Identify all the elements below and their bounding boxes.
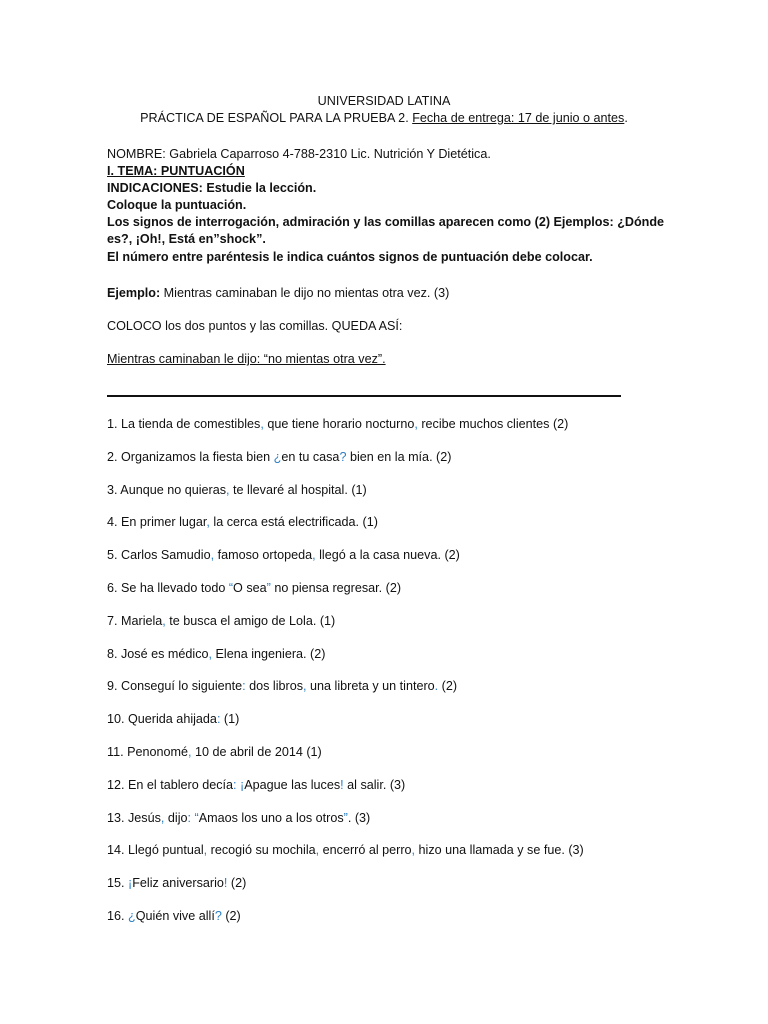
punctuation-mark: ! [340, 778, 344, 792]
instructions-line-5: El número entre paréntesis le indica cuántos signos de puntuación debe colocar. [107, 250, 593, 264]
punctuation-mark: ! [223, 876, 228, 890]
example-label: Ejemplo: [107, 286, 161, 300]
exercise-item [107, 646, 325, 662]
punctuation-mark: , [208, 647, 213, 661]
exercise-text: 5. Carlos Samudio [107, 548, 211, 562]
exercise-text: 9. Conseguí lo siguiente [107, 679, 243, 693]
exercise-text: Apague las luces [244, 778, 341, 792]
exercise-text: O sea [233, 581, 267, 595]
exercise-text: Amaos los uno a los otros [198, 811, 344, 825]
exercise-text: dos libros [245, 679, 304, 693]
punctuation-mark: ” [266, 581, 271, 595]
punctuation-mark: , [414, 417, 418, 431]
exercise-item [107, 482, 367, 498]
exercise-item [107, 547, 460, 563]
exercise-text: no piensa regresar. (2) [270, 581, 402, 595]
exercise-item [107, 514, 378, 530]
exercise-text: dijo [164, 811, 188, 825]
practice-title: PRÁCTICA DE ESPAÑOL PARA LA PRUEBA 2. [140, 111, 409, 125]
example-sentence: Mientras caminaban le dijo no mientas otra vez. (3) [160, 286, 450, 300]
punctuation-mark: , [315, 843, 320, 857]
exercise-text: Feliz aniversario [132, 876, 224, 890]
exercise-text: en tu casa [281, 450, 340, 464]
punctuation-mark: ? [339, 450, 347, 464]
exercise-text: la cerca está electrificada. (1) [209, 515, 378, 529]
punctuation-mark: : [233, 778, 237, 792]
exercise-text: 1. La tienda de comestibles [107, 417, 261, 431]
divider-rule [107, 395, 621, 397]
exercise-item [107, 580, 401, 596]
exercise-text: 10 de abril de 2014 (1) [191, 745, 322, 759]
punctuation-mark: , [312, 548, 316, 562]
exercise-text: (2) [227, 876, 247, 890]
exercise-text: 4. En primer lugar [107, 515, 207, 529]
exercise-text: 10. Querida ahijada [107, 712, 217, 726]
punctuation-mark: , [210, 548, 215, 562]
example-corrected: Mientras caminaban le dijo: “no mientas otra vez”. [107, 352, 386, 366]
exercise-text: al salir. (3) [343, 778, 406, 792]
exercise-text: Quién vive allí [135, 909, 215, 923]
due-date-period: . [624, 111, 628, 125]
exercise-text: encerró al perro [319, 843, 412, 857]
exercise-text: 8. José es médico [107, 647, 209, 661]
exercise-text: 15. [107, 876, 129, 890]
punctuation-mark: : [187, 811, 192, 825]
punctuation-mark: , [411, 843, 416, 857]
exercise-text: una libreta y un tintero [306, 679, 435, 693]
exercise-text: 11. Penonomé [107, 745, 188, 759]
exercise-item [107, 842, 584, 858]
exercise-text: recogió su mochila [207, 843, 316, 857]
due-date: Fecha de entrega: 17 de junio o antes [412, 111, 625, 125]
punctuation-mark: , [162, 614, 166, 628]
punctuation-mark: ? [214, 909, 222, 923]
exercise-text: bien en la mía. (2) [346, 450, 452, 464]
exercise-item [107, 416, 568, 432]
punctuation-mark: , [303, 679, 307, 693]
exercise-item [107, 810, 370, 826]
exercise-text: recibe muchos clientes (2) [417, 417, 569, 431]
punctuation-mark: , [226, 483, 230, 497]
exercise-item [107, 777, 405, 793]
topic-title: I. TEMA: PUNTUACIÓN [107, 164, 245, 178]
punctuation-mark: , [188, 745, 192, 759]
exercise-text: llegó a la casa nueva. (2) [315, 548, 460, 562]
punctuation-mark: ¡ [240, 778, 245, 792]
punctuation-mark: , [260, 417, 264, 431]
exercise-text: te llevaré al hospital. (1) [229, 483, 367, 497]
example-explanation: COLOCO los dos puntos y las comillas. QUEDA ASÍ: [107, 319, 403, 333]
exercise-item [107, 875, 246, 891]
exercise-text: (2) [438, 679, 458, 693]
punctuation-mark: “ [228, 581, 234, 595]
exercise-item [107, 711, 239, 727]
instructions-line-4: es?, ¡Oh!, Está en”shock”. [107, 232, 266, 246]
exercise-text: que tiene horario nocturno [263, 417, 415, 431]
practice-title-line [0, 110, 768, 126]
exercise-item [107, 908, 241, 924]
exercise-text: 6. Se ha llevado todo [107, 581, 229, 595]
punctuation-mark: : [242, 679, 246, 693]
instructions-line-1: INDICACIONES: Estudie la lección. [107, 181, 317, 195]
punctuation-mark: ¿ [128, 909, 136, 923]
exercise-item [107, 678, 457, 694]
student-name: NOMBRE: Gabriela Caparroso 4-788-2310 Lic. Nutrición Y Dietética. [107, 147, 491, 161]
exercise-text: 3. Aunque no quieras [107, 483, 227, 497]
punctuation-mark: . [434, 679, 439, 693]
exercise-text: 13. Jesús [107, 811, 161, 825]
exercise-text: 12. En el tablero decía [107, 778, 234, 792]
exercise-text: te busca el amigo de Lola. (1) [165, 614, 336, 628]
exercise-text: 16. [107, 909, 129, 923]
exercise-item [107, 613, 335, 629]
exercise-item [107, 744, 322, 760]
punctuation-mark: ¿ [273, 450, 282, 464]
exercise-text: famoso ortopeda [214, 548, 313, 562]
punctuation-mark: , [203, 843, 208, 857]
punctuation-mark: ¡ [128, 876, 133, 890]
university-heading: UNIVERSIDAD LATINA [317, 94, 451, 108]
exercise-text: 2. Organizamos la fiesta bien [107, 450, 274, 464]
exercise-item [107, 449, 451, 465]
exercise-text: (1) [220, 712, 240, 726]
instructions-line-2: Coloque la puntuación. [107, 198, 247, 212]
punctuation-mark: “ [194, 811, 199, 825]
exercise-text: 14. Llegó puntual [107, 843, 204, 857]
exercise-text: . (3) [347, 811, 371, 825]
exercise-text: hizo una llamada y se fue. (3) [415, 843, 584, 857]
instructions-line-3: Los signos de interrogación, admiración y las comillas aparecen como (2) Ejemplos: ¿Dónde [107, 215, 665, 229]
example-line [107, 285, 449, 301]
exercise-text: Elena ingeniera. (2) [212, 647, 326, 661]
punctuation-mark: ” [343, 811, 348, 825]
punctuation-mark: , [206, 515, 210, 529]
exercise-text: 7. Mariela [107, 614, 163, 628]
punctuation-mark: : [216, 712, 221, 726]
exercise-text: (2) [221, 909, 241, 923]
punctuation-mark: , [160, 811, 165, 825]
